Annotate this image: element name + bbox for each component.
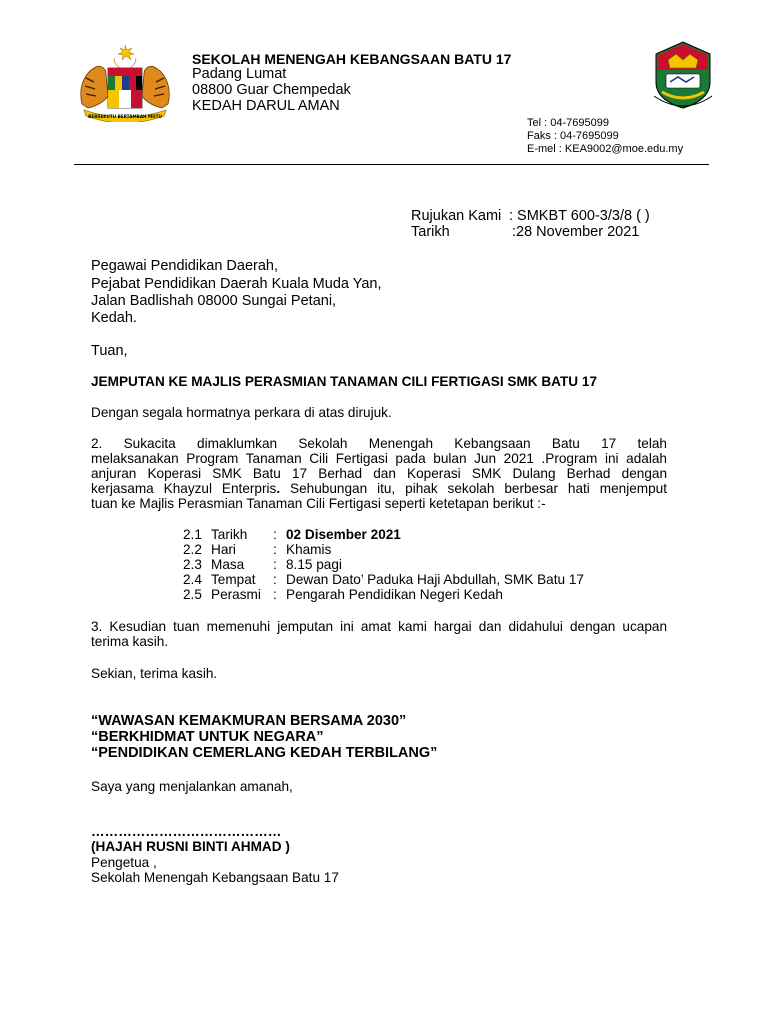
ref-value: : SMKBT 600-3/3/8 ( ) (509, 208, 650, 224)
paragraph-line: terima kasih. (91, 634, 169, 649)
detail-colon: : (273, 527, 277, 542)
detail-label: Perasmi (211, 587, 261, 602)
slogan-line: “WAWASAN KEMAKMURAN BERSAMA 2030” (91, 713, 407, 729)
detail-label: Masa (211, 557, 245, 572)
paragraph-text: Sehubungan itu, pihak sekolah berbesar hati menjemput (280, 481, 668, 496)
slogan-line: “PENDIDIKAN CEMERLANG KEDAH TERBILANG” (91, 745, 438, 761)
detail-value: 02 Disember 2021 (286, 527, 401, 542)
subject-line: JEMPUTAN KE MAJLIS PERASMIAN TANAMAN CILI FERTIGASI SMK BATU 17 (91, 374, 598, 389)
contact-tel: Tel : 04-7695099 (527, 117, 609, 129)
signatory-title: Pengetua , (91, 855, 157, 870)
detail-value: Khamis (286, 542, 332, 557)
detail-colon: : (273, 587, 277, 602)
detail-label: Hari (211, 542, 236, 557)
school-name: SEKOLAH MENENGAH KEBANGSAAN BATU 17 (192, 51, 512, 67)
contact-email[interactable]: E-mel : KEA9002@moe.edu.my (527, 143, 684, 155)
address-line-3: KEDAH DARUL AMAN (192, 98, 340, 114)
date-label: Tarikh (411, 224, 450, 240)
detail-value: Pengarah Pendidikan Negeri Kedah (286, 587, 503, 602)
signatory-name: (HAJAH RUSNI BINTI AHMAD ) (91, 839, 290, 854)
detail-num: 2.5 (183, 587, 202, 602)
detail-value: 8.15 pagi (286, 557, 342, 572)
contact-fax: Faks : 04-7695099 (527, 130, 619, 142)
paragraph-line (91, 481, 667, 497)
paragraph-line: melaksanakan Program Tanaman Cili Fertigasi pada bulan Jun 2021 .Program ini adalah (91, 451, 667, 466)
detail-value: Dewan Dato’ Paduka Haji Abdullah, SMK Batu 17 (286, 572, 584, 587)
detail-num: 2.2 (183, 542, 202, 557)
address-line-1: Padang Lumat (192, 66, 287, 82)
detail-label: Tempat (211, 572, 256, 587)
recipient-line: Pegawai Pendidikan Daerah, (91, 258, 279, 274)
paragraph-line: 3. Kesudian tuan memenuhi jemputan ini amat kami hargai dan didahului dengan ucapan (91, 619, 667, 634)
date-value: :28 November 2021 (512, 224, 640, 240)
detail-num: 2.1 (183, 527, 202, 542)
opening-line: Dengan segala hormatnya perkara di atas dirujuk. (91, 405, 392, 420)
header-divider (74, 164, 709, 165)
sign-off: Saya yang menjalankan amanah, (91, 779, 293, 794)
motto-ribbon: BERSEKUTU BERTAMBAH MUTU (88, 114, 162, 119)
address-line-2: 08800 Guar Chempedak (192, 82, 351, 98)
signatory-school: Sekolah Menengah Kebangsaan Batu 17 (91, 870, 339, 885)
detail-num: 2.3 (183, 557, 202, 572)
closing-line: Sekian, terima kasih. (91, 666, 218, 681)
detail-num: 2.4 (183, 572, 202, 587)
paragraph-line: 2. Sukacita dimaklumkan Sekolah Menengah Kebangsaan Batu 17 telah (91, 436, 667, 451)
detail-colon: : (273, 557, 277, 572)
paragraph-text: kerjasama Khayzul Enterpris (91, 481, 277, 496)
detail-colon: : (273, 542, 277, 557)
detail-label: Tarikh (211, 527, 248, 542)
ref-label: Rujukan Kami (411, 208, 502, 224)
paragraph-line: tuan ke Majlis Perasmian Tanaman Cili Fertigasi seperti ketetapan berikut :- (91, 496, 546, 511)
paragraph-bold-dot: . (276, 481, 281, 496)
slogan-line: “BERKHIDMAT UNTUK NEGARA” (91, 729, 324, 745)
salutation: Tuan, (91, 343, 128, 359)
school-crest-icon (652, 38, 714, 110)
recipient-line: Pejabat Pendidikan Daerah Kuala Muda Yan, (91, 276, 382, 292)
paragraph-line: anjuran Koperasi SMK Batu 17 Berhad dan Koperasi SMK Dulang Berhad dengan (91, 466, 667, 481)
recipient-line: Jalan Badlishah 08000 Sungai Petani, (91, 293, 337, 309)
detail-colon: : (273, 572, 277, 587)
signature-dots: …………………………………… (91, 824, 282, 839)
recipient-line: Kedah. (91, 310, 137, 326)
coat-of-arms-icon (76, 44, 174, 122)
